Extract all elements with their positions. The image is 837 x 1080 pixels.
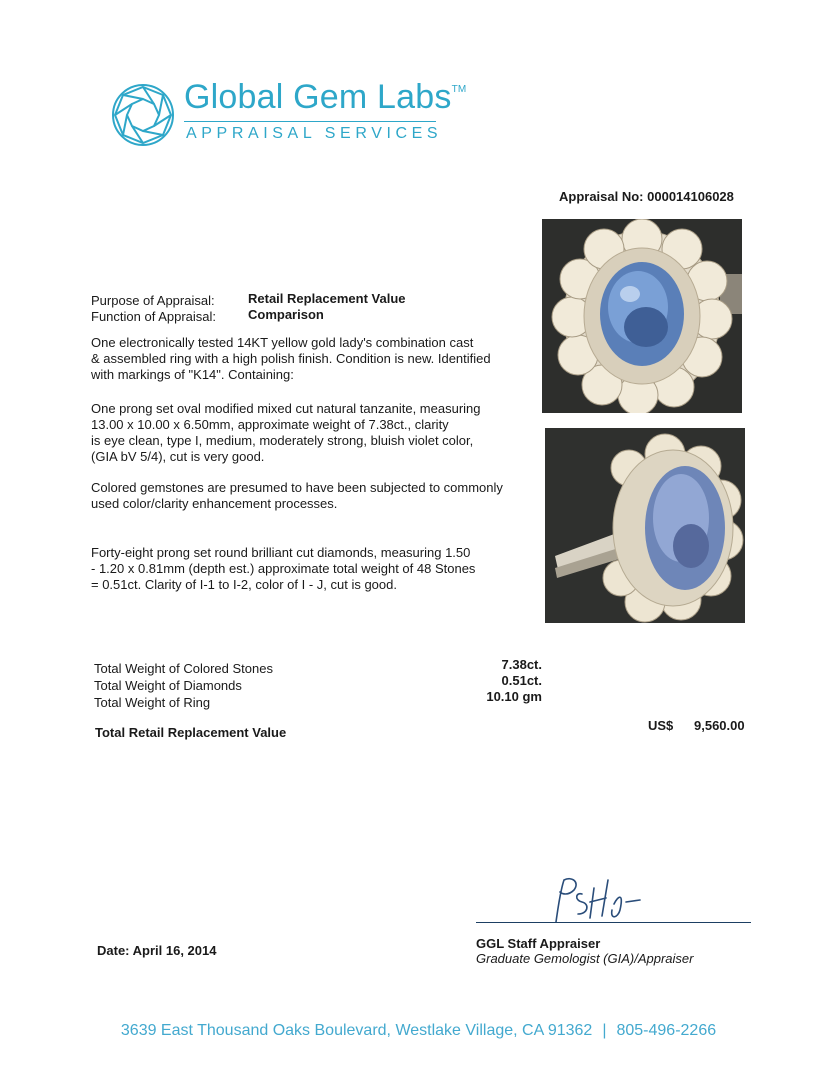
ring-description (91, 335, 531, 383)
tanzanite-description-line: is eye clean, type I, medium, moderately strong, bluish violet color, (91, 433, 474, 448)
logo-divider (184, 121, 436, 122)
appraisal-number: Appraisal No: 000014106028 (559, 189, 734, 204)
purpose-value: Retail Replacement Value (248, 291, 406, 306)
retail-value-amount: 9,560.00 (694, 718, 745, 733)
appraiser-credential: Graduate Gemologist (GIA)/Appraiser (476, 951, 694, 966)
purpose-label: Purpose of Appraisal: (91, 293, 215, 308)
trademark-mark: TM (451, 84, 467, 95)
ring-description-line: with markings of "K14". Containing: (91, 367, 294, 382)
enhancement-note-line: Colored gemstones are presumed to have been subjected to commonly (91, 480, 503, 495)
footer-address: 3639 East Thousand Oaks Boulevard, Westlake Village, CA 91362 (120, 1022, 593, 1039)
appraiser-title: GGL Staff Appraiser (476, 936, 601, 951)
enhancement-note-line: used color/clarity enhancement processes. (91, 496, 338, 511)
company-subtitle: APPRAISAL SERVICES (186, 125, 443, 142)
signature-line (476, 922, 751, 923)
enhancement-note (91, 480, 531, 512)
appraisal-date: Date: April 16, 2014 (97, 943, 217, 958)
ring-photo-side-view (545, 428, 745, 623)
total-colored-stones-label: Total Weight of Colored Stones (94, 661, 273, 676)
ring-description-line: & assembled ring with a high polish finish. Condition is new. Identified (91, 351, 491, 366)
total-colored-stones-value: 7.38ct. (501, 657, 542, 672)
diamond-description-line: = 0.51ct. Clarity of I-1 to I-2, color of I - J, cut is good. (91, 577, 397, 592)
diamond-description-line: - 1.20 x 0.81mm (depth est.) approximate total weight of 48 Stones (91, 561, 476, 576)
ring-description-line: One electronically tested 14KT yellow gold lady's combination cast (91, 335, 474, 350)
company-name: Global Gem Labs™ (184, 78, 467, 116)
tanzanite-description-line: (GIA bV 5/4), cut is very good. (91, 449, 265, 464)
diamond-description-line: Forty-eight prong set round brilliant cut diamonds, measuring 1.50 (91, 545, 471, 560)
footer-phone: 805-496-2266 (616, 1022, 717, 1039)
function-value: Comparison (248, 307, 324, 322)
ring-photo-top-view (542, 219, 742, 413)
gem-diamond-icon (110, 82, 176, 148)
total-ring-weight-label: Total Weight of Ring (94, 695, 211, 710)
retail-value-currency: US$ (648, 718, 674, 733)
handwritten-signature (548, 870, 658, 926)
retail-value-label: Total Retail Replacement Value (95, 725, 287, 740)
footer-contact (0, 1022, 837, 1040)
diamond-description (91, 545, 531, 593)
total-diamonds-label: Total Weight of Diamonds (94, 678, 242, 693)
total-diamonds-value: 0.51ct. (501, 673, 542, 688)
tanzanite-description (91, 401, 531, 465)
total-ring-weight-value: 10.10 gm (486, 689, 542, 704)
tanzanite-description-line: 13.00 x 10.00 x 6.50mm, approximate weight of 7.38ct., clarity (91, 417, 449, 432)
footer-separator: | (602, 1022, 607, 1039)
tanzanite-description-line: One prong set oval modified mixed cut natural tanzanite, measuring (91, 401, 481, 416)
function-label: Function of Appraisal: (91, 309, 217, 324)
